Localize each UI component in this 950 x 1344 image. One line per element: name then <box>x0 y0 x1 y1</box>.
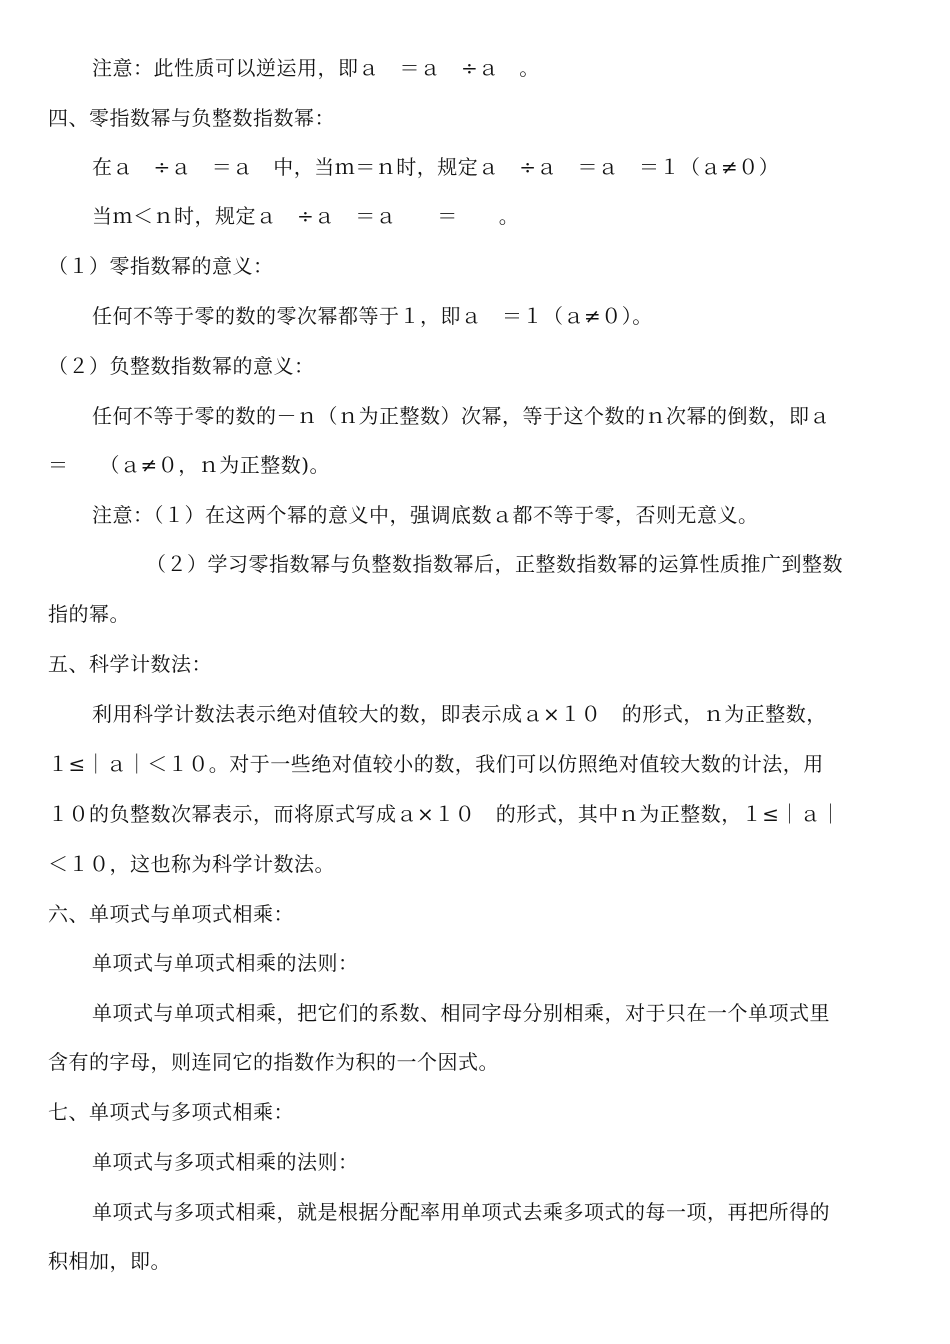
mono-poly-rule: 单项式与多项式相乘，就是根据分配率用单项式去乘多项式的每一项，再把所得的 <box>92 1200 830 1224</box>
section-heading-4: 四、零指数幂与负整数指数幂： <box>48 106 335 130</box>
scientific-notation-para: 利用科学计数法表示绝对值较大的数，即表示成ａ×１０ 的形式，ｎ为正整数， <box>92 702 827 726</box>
note-1: 注意：（１）在这两个幂的意义中，强调底数ａ都不等于零，否则无意义。 <box>92 503 759 527</box>
negative-exponent-definition: 任何不等于零的数的－ｎ（ｎ为正整数）次幂，等于这个数的ｎ次幂的倒数，即ａ <box>92 404 830 428</box>
zero-exponent-definition: 任何不等于零的数的零次幂都等于１，即ａ ＝１（ａ≠０）。 <box>92 304 653 328</box>
note-reverse-property: 注意：此性质可以逆运用，即ａ ＝ａ ÷ａ 。 <box>92 56 540 80</box>
note-2-cont: 指的幂。 <box>48 602 130 626</box>
section-heading-5: 五、科学计数法： <box>48 652 212 676</box>
scientific-notation-para-3: １０的负整数次幂表示，而将原式写成ａ×１０ 的形式，其中ｎ为正整数，１≤｜ａ｜ <box>48 802 842 826</box>
mono-mono-rule: 单项式与单项式相乘，把它们的系数、相同字母分别相乘，对于只在一个单项式里 <box>92 1001 830 1025</box>
section-heading-7: 七、单项式与多项式相乘： <box>48 1100 294 1124</box>
scientific-notation-para-4: ＜１０，这也称为科学计数法。 <box>48 852 335 876</box>
mono-poly-rule-cont: 积相加，即。 <box>48 1249 171 1273</box>
section-heading-6: 六、单项式与单项式相乘： <box>48 902 294 926</box>
scientific-notation-para-2: １≤｜ａ｜＜１０。对于一些绝对值较小的数，我们可以仿照绝对值较大数的计法，用 <box>48 752 824 776</box>
mono-mono-rule-heading: 单项式与单项式相乘的法则： <box>92 951 359 975</box>
mono-mono-rule-cont: 含有的字母，则连同它的指数作为积的一个因式。 <box>48 1050 499 1074</box>
mono-poly-rule-heading: 单项式与多项式相乘的法则： <box>92 1150 359 1174</box>
rule-m-equals-n: 在ａ ÷ａ ＝ａ 中，当ｍ＝ｎ时，规定ａ ÷ａ ＝ａ ＝１（ａ≠０） <box>92 155 780 179</box>
rule-m-less-than-n: 当ｍ＜ｎ时，规定ａ ÷ａ ＝ａ ＝ 。 <box>92 204 520 228</box>
negative-exponent-definition-cont: ＝ （ａ≠０，ｎ为正整数)。 <box>48 453 331 477</box>
subheading-negative-exponent: （２）负整数指数幂的意义： <box>48 354 315 378</box>
subheading-zero-exponent: （１）零指数幂的意义： <box>48 254 274 278</box>
note-2: （２）学习零指数幂与负整数指数幂后，正整数指数幂的运算性质推广到整数 <box>146 552 843 576</box>
